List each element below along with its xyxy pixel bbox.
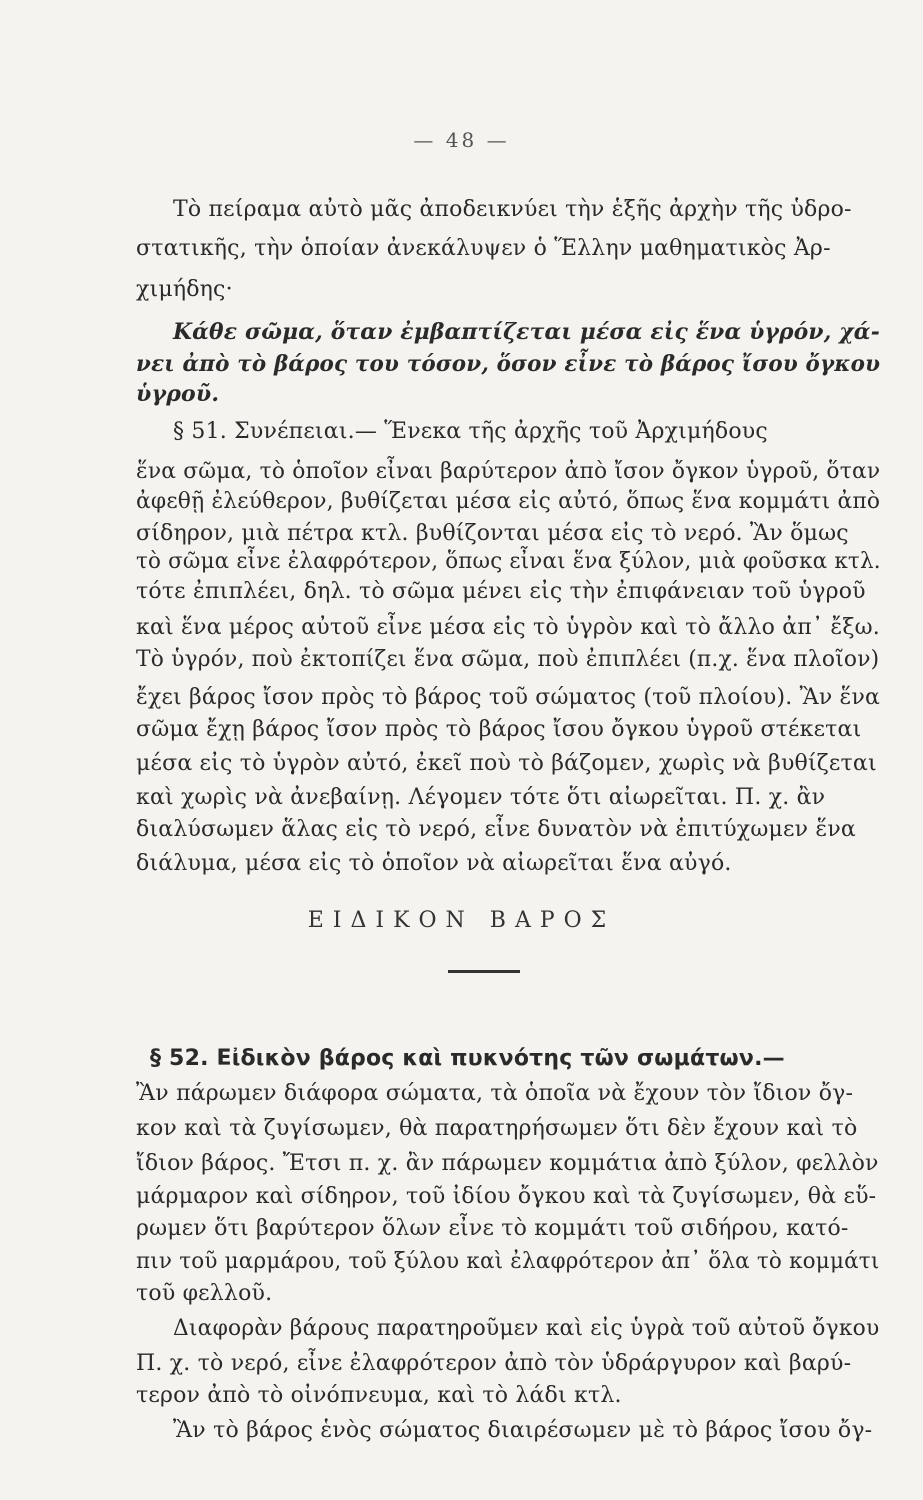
text-line: σῶμα ἔχῃ βάρος ἴσον πρὸς τὸ βάρος ἴσου ὄγκου ὑγροῦ στέκεται <box>136 717 862 742</box>
text-line: Κάθε σῶμα, ὅταν ἐμβαπτίζεται μέσα εἰς ἕνα ὑγρόν, χά- <box>173 319 880 345</box>
text-line: ὑγροῦ. <box>136 381 220 407</box>
text-line: Τὸ ὑγρόν, ποὺ ἐκτοπίζει ἕνα σῶμα, ποὺ ἐπιπλέει (π.χ. ἕνα πλοῖον) <box>136 647 880 672</box>
text-line: τότε ἐπιπλέει, δηλ. τὸ σῶμα μένει εἰς τὴν ἐπιφάνειαν τοῦ ὑγροῦ <box>136 579 866 604</box>
text-line: Διαφορὰν βάρους παρατηροῦμεν καὶ εἰς ὑγρὰ τοῦ αὐτοῦ ὄγκου <box>173 1316 880 1341</box>
text-line: § 52. Εἰδικὸν βάρος καὶ πυκνότης τῶν σωμάτων.— <box>150 1046 785 1071</box>
text-line: καὶ ἕνα μέρος αὐτοῦ εἶνε μέσα εἰς τὸ ὑγρὸν καὶ τὸ ἄλλο ἀπ᾽ ἔξω. <box>136 615 881 640</box>
text-line: Ἂν πάρωμεν διάφορα σώματα, τὰ ὁποῖα νὰ ἔχουν τὸν ἴδιον ὄγ- <box>136 1081 854 1106</box>
text-line: πιν τοῦ μαρμάρου, τοῦ ξύλου καὶ ἐλαφρότερον ἀπ᾽ ὅλα τὸ κομμάτι <box>136 1249 880 1274</box>
text-line: διάλυμα, μέσα εἰς τὸ ὁποῖον νὰ αἰωρεῖται ἕνα αὐγό. <box>136 851 732 876</box>
text-line: τοῦ φελλοῦ. <box>136 1281 273 1306</box>
divider-rule <box>448 970 520 973</box>
text-line: νει ἀπὸ τὸ βάρος του τόσον, ὅσον εἶνε τὸ βάρος ἴσου ὄγκου <box>136 351 881 377</box>
text-line: Π. χ. τὸ νερό, εἶνε ἐλαφρότερον ἀπὸ τὸν ὑδράργυρον καὶ βαρύ- <box>136 1351 852 1376</box>
text-line: Τὸ πείραμα αὐτὸ μᾶς ἀποδεικνύει τὴν ἑξῆς ἀρχὴν τῆς ὑδρο- <box>173 197 852 222</box>
page-number: — 48 — <box>413 128 510 152</box>
text-line: χιμήδης· <box>136 277 233 302</box>
text-line: σίδηρον, μιὰ πέτρα κτλ. βυθίζονται μέσα εἰς τὸ νερό. Ἂν ὅμως <box>136 521 849 546</box>
text-line: κον καὶ τὰ ζυγίσωμεν, θὰ παρατηρήσωμεν ὅτι δὲν ἔχουν καὶ τὸ <box>136 1116 858 1141</box>
text-line: μέσα εἰς τὸ ὑγρὸν αὐτό, ἐκεῖ ποὺ τὸ βάζομεν, χωρὶς νὰ βυθίζεται <box>136 751 877 776</box>
text-line: Ἂν τὸ βάρος ἑνὸς σώματος διαιρέσωμεν μὲ τὸ βάρος ἴσου ὄγ- <box>173 1418 873 1443</box>
text-line: ρωμεν ὅτι βαρύτερον ὅλων εἶνε τὸ κομμάτι τοῦ σιδήρου, κατό- <box>136 1216 849 1241</box>
text-line: § 51. Συνέπειαι.— Ἕνεκα τῆς ἀρχῆς τοῦ Ἀρχιμήδους <box>173 419 768 444</box>
text-line: ἀφεθῇ ἐλεύθερον, βυθίζεται μέσα εἰς αὐτό, ὅπως ἕνα κομμάτι ἀπὸ <box>136 489 881 514</box>
text-line: μάρμαρον καὶ σίδηρον, τοῦ ἰδίου ὄγκου καὶ τὰ ζυγίσωμεν, θὰ εὕ- <box>136 1184 877 1209</box>
text-line: τὸ σῶμα εἶνε ἐλαφρότερον, ὅπως εἶναι ἕνα ξύλον, μιὰ φοῦσκα κτλ. <box>136 549 881 574</box>
text-line: ἕνα σῶμα, τὸ ὁποῖον εἶναι βαρύτερον ἀπὸ ἴσον ὄγκον ὑγροῦ, ὅταν <box>136 459 881 484</box>
text-line: τερον ἀπὸ τὸ οἰνόπνευμα, καὶ τὸ λάδι κτλ. <box>136 1383 622 1408</box>
text-line: ἴδιον βάρος. Ἔτσι π. χ. ἂν πάρωμεν κομμάτια ἀπὸ ξύλον, φελλὸν <box>136 1151 879 1176</box>
text-line: στατικῆς, τὴν ὁποίαν ἀνεκάλυψεν ὁ Ἕλλην μαθηματικὸς Ἀρ- <box>136 236 831 261</box>
section-title: ΕΙΔΙΚΟΝ ΒΑΡΟΣ <box>307 908 616 933</box>
text-line: καὶ χωρὶς νὰ ἀνεβαίνῃ. Λέγομεν τότε ὅτι αἰωρεῖται. Π. χ. ἂν <box>136 785 826 810</box>
text-line: διαλύσωμεν ἅλας εἰς τὸ νερό, εἶνε δυνατὸν νὰ ἐπιτύχωμεν ἕνα <box>136 817 856 842</box>
text-line: ἔχει βάρος ἴσον πρὸς τὸ βάρος τοῦ σώματος (τοῦ πλοίου). Ἂν ἕνα <box>136 685 881 710</box>
